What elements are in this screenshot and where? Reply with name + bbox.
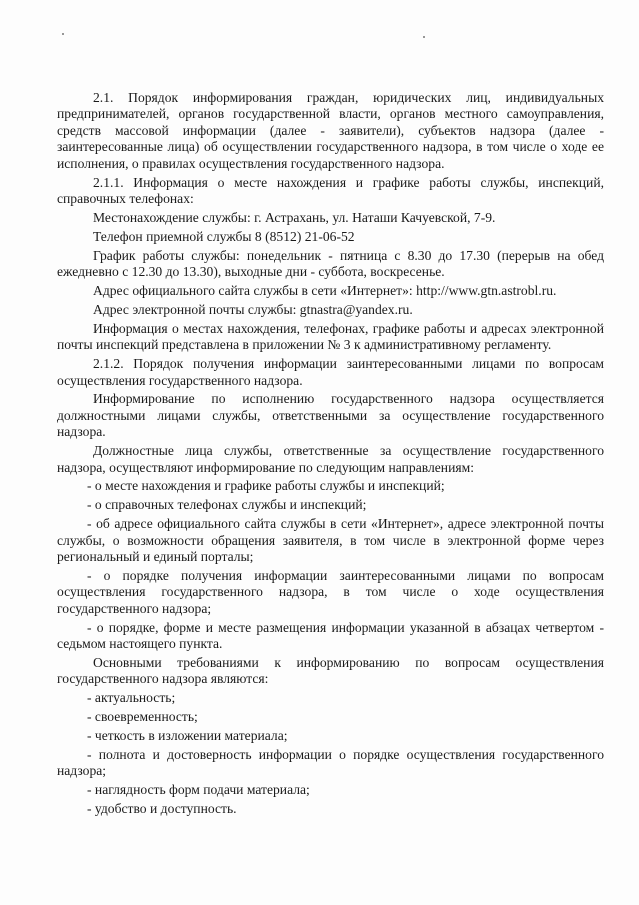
- paragraph: График работы службы: понедельник - пятница с 8.30 до 17.30 (перерыв на обед ежедневно с 12.30 до 13.30), выходные дни - суббота, воскресенье.: [57, 247, 604, 280]
- scan-speck: [423, 36, 425, 38]
- list-item: - об адресе официального сайта службы в сети «Интернет», адресе электронной почты службы, о возможности обращения заявителя, в том числе в электронной форме через региональный и единый порталы;: [57, 516, 604, 565]
- paragraph: Информация о местах нахождения, телефонах, графике работы и адресах электронной почты инспекций представлена в приложении № 3 к административному регламенту.: [57, 320, 604, 353]
- list-item: - актуальность;: [87, 690, 176, 706]
- paragraph: 2.1. Порядок информирования граждан, юридических лиц, индивидуальных предпринимателей, органов государственной власти, органов местного самоуправления, средств массовой информации (далее - заявители), субъектов надзора (далее - заинтересованные лица) об осуществлении государственного надзора, в том числе о ходе ее исполнения, о правилах осуществления государственного надзора.: [57, 90, 604, 171]
- paragraph: Основными требованиями к информированию по вопросам осуществления государственного надзора являются:: [57, 655, 604, 687]
- paragraph: Информирование по исполнению государственного надзора осуществляется должностными лицами службы, ответственными за осуществление государственного надзора.: [57, 391, 604, 440]
- list-item: - полнота и достоверность информации о порядке осуществления государственного надзора;: [57, 747, 604, 779]
- paragraph: Адрес электронной почты службы: gtnastra@yandex.ru.: [93, 301, 413, 317]
- list-item: - удобство и доступность.: [87, 801, 237, 817]
- list-item: - наглядность форм подачи материала;: [87, 782, 310, 798]
- document-body: [57, 90, 604, 820]
- list-item: - о порядке получения информации заинтересованными лицами по вопросам осуществления государственного надзора, в том числе о ходе осуществления государственного надзора;: [57, 567, 604, 616]
- paragraph: Телефон приемной службы 8 (8512) 21-06-52: [93, 228, 355, 244]
- list-item: - о месте нахождения и графике работы службы и инспекций;: [87, 478, 445, 494]
- list-item: - о порядке, форме и месте размещения информации указанной в абзацах четвертом - седьмом настоящего пункта.: [57, 619, 604, 652]
- list-item: - своевременность;: [87, 709, 198, 725]
- paragraph: 2.1.2. Порядок получения информации заинтересованными лицами по вопросам осуществления государственного надзора.: [57, 356, 604, 388]
- paragraph: Должностные лица службы, ответственные за осуществление государственного надзора, осуществляют информирование по следующим направлениям:: [57, 443, 604, 475]
- scan-speck: [62, 33, 64, 35]
- paragraph: Адрес официального сайта службы в сети «Интернет»: http://www.gtn.astrobl.ru.: [93, 282, 557, 298]
- paragraph: Местонахождение службы: г. Астрахань, ул. Наташи Качуевской, 7-9.: [93, 209, 496, 225]
- list-item: - о справочных телефонах службы и инспекций;: [87, 497, 367, 513]
- list-item: - четкость в изложении материала;: [87, 728, 288, 744]
- paragraph: 2.1.1. Информация о месте нахождения и графике работы службы, инспекций, справочных телефонах:: [57, 174, 604, 206]
